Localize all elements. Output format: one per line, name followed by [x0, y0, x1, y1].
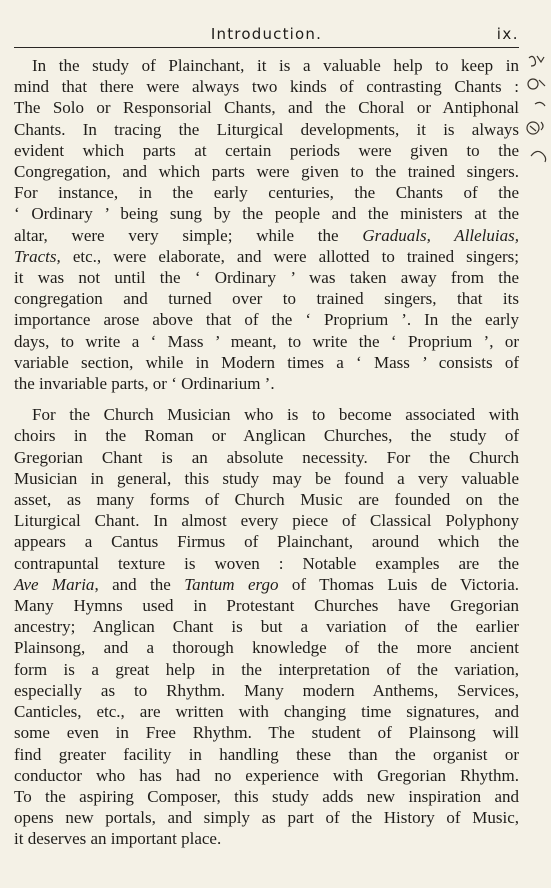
text-line: form is a great help in the interpretation of the variation,: [14, 659, 519, 679]
text-line: [14, 574, 519, 595]
text-line: Gregorian Chant is an absolute necessity. For the Church: [14, 447, 519, 467]
text-segment: etc.,: [72, 246, 102, 266]
text-line: [14, 225, 519, 246]
text-line: To the aspiring Composer, this study adds new inspiration and: [14, 786, 519, 806]
text-line: For instance, in the early centuries, the Chants of the: [14, 183, 519, 203]
header-rule: [14, 47, 519, 48]
text-line: find greater facility in handling these than the organist or: [14, 744, 519, 764]
text-line: some even in Free Rhythm. The student of Plainsong will: [14, 723, 519, 743]
text-line: [14, 246, 519, 267]
body-text: [14, 55, 519, 850]
italic-title: Graduals, Alleluias,: [362, 225, 519, 245]
text-line: ‘ Ordinary ’ being sung by the people and the ministers at the: [14, 204, 519, 224]
text-line: choirs in the Roman or Anglican Churches, the study of: [14, 426, 519, 446]
text-line: Plainsong, and a thorough knowledge of the more ancient: [14, 638, 519, 658]
text-line: Chants. In tracing the Liturgical developments, it is always: [14, 119, 519, 139]
text-line: In the study of Plainchant, it is a valuable help to keep in: [32, 56, 519, 75]
text-line: Liturgical Chant. In almost every piece of Classical Polyphony: [14, 511, 519, 531]
text-line: importance arose above that of the ‘ Proprium ’. In the early: [14, 310, 519, 330]
text-line: conductor who has had no experience with Gregorian Rhythm.: [14, 765, 519, 785]
text-line: ancestry; Anglican Chant is but a variation of the earlier: [14, 617, 519, 637]
text-line: contrapuntal texture is woven : Notable examples are the: [14, 553, 519, 573]
text-line: days, to write a ‘ Mass ’ meant, to write the ‘ Proprium ’, or: [14, 331, 519, 351]
paragraph-1: [14, 55, 519, 394]
text-line: appears a Cantus Firmus of Plainchant, around which the: [14, 532, 519, 552]
text-line: it was not until the ‘ Ordinary ’ was taken away from the: [14, 268, 519, 288]
page-title: Introduction.: [210, 25, 323, 43]
italic-title: Tantum ergo: [184, 574, 279, 594]
text-segment: were elaborate, and were allotted to trained singers;: [113, 246, 520, 266]
italic-title: Ave Maria: [14, 574, 95, 594]
italic-title: Tracts,: [14, 246, 61, 266]
text-line: variable section, while in Modern times a ‘ Mass ’ consists of: [14, 352, 519, 372]
text-line: opens new portals, and simply as part of the History of Music,: [14, 808, 519, 828]
text-line: congregation and turned over to trained singers, that its: [14, 289, 519, 309]
text-line: asset, as many forms of Church Music are founded on the: [14, 490, 519, 510]
text-line: mind that there were always two kinds of contrasting Chants :: [14, 77, 519, 97]
text-segment: altar, were very simple; while the: [14, 225, 363, 245]
text-line: For the Church Musician who is to become associated with: [32, 405, 519, 425]
text-line: Many Hymns used in Protestant Churches have Gregorian: [14, 596, 519, 616]
text-segment: of Thomas Luis de Victoria.: [278, 574, 519, 594]
text-line: it deserves an important place.: [14, 829, 222, 849]
text-line: the invariable parts, or ‘ Ordinarium ’.: [14, 374, 275, 394]
text-line: Congregation, and which parts were given to the trained singers.: [14, 162, 519, 182]
text-line: The Solo or Responsorial Chants, and the Choral or Antiphonal: [14, 98, 519, 118]
text-line: especially as to Rhythm. Many modern Anthems, Services,: [14, 680, 519, 700]
text-line: Musician in general, this study may be found a very valuable: [14, 468, 519, 488]
text-line: Canticles, etc., are written with changing time signatures, and: [14, 702, 519, 722]
text-segment: , and the: [94, 574, 185, 594]
page-number: ix.: [496, 25, 519, 43]
running-header: [14, 24, 519, 46]
margin-ornament-icon: [521, 52, 549, 172]
text-line: evident which parts at certain periods were given to the: [14, 140, 519, 160]
paragraph-2: [14, 404, 519, 849]
